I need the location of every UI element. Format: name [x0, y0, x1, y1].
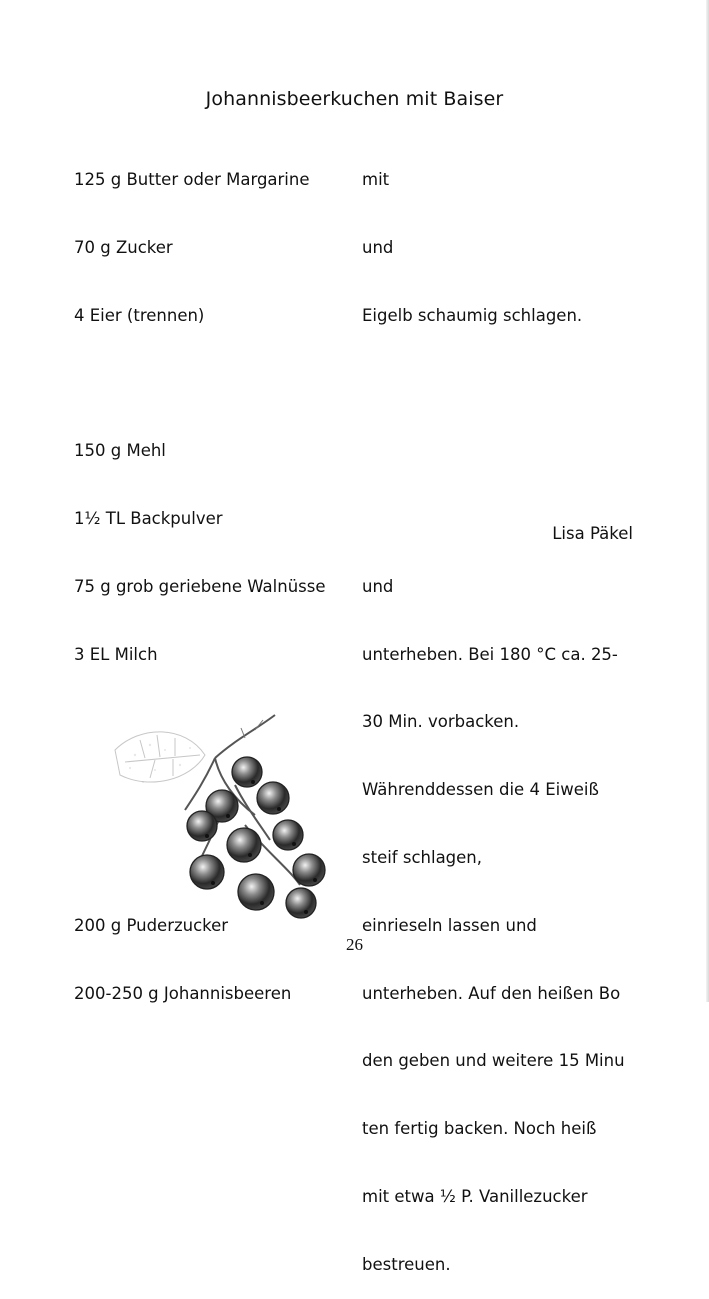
redcurrant-cluster-icon [95, 710, 345, 925]
instruction-line: den geben und weitere 15 Minu [362, 1051, 625, 1071]
ingredient-line: 150 g Mehl [74, 441, 166, 461]
instruction-line: bestreuen. [362, 1254, 451, 1274]
instruction-line: mit [362, 170, 390, 190]
ingredient-line: 75 g grob geriebene Walnüsse [74, 576, 326, 596]
instruction-line: einrieseln lassen und [362, 915, 537, 935]
instruction-line: Währenddessen die 4 Eiweiß [362, 780, 599, 800]
instruction-line: steif schlagen, [362, 848, 483, 867]
recipe-author: Lisa Päkel [552, 524, 633, 543]
instruction-line: unterheben. Bei 180 °C ca. 25- [362, 644, 618, 664]
instruction-line: unterheben. Auf den heißen Bo [362, 983, 621, 1003]
recipe-title: Johannisbeerkuchen mit Baiser [205, 87, 504, 110]
instruction-line: Eigelb schaumig schlagen. [362, 305, 583, 325]
ingredient-line: 200-250 g Johannisbeeren [74, 983, 292, 1003]
instruction-list [362, 124, 625, 1299]
page-number: 26 [346, 935, 363, 954]
ingredient-line: 200 g Puderzucker [74, 915, 229, 935]
ingredient-line: 1½ TL Backpulver [74, 509, 223, 529]
instruction-line: und [362, 237, 394, 257]
ingredient-line: 125 g Butter oder Margarine [74, 170, 310, 190]
instruction-line [362, 440, 625, 463]
instruction-line: ten fertig backen. Noch heiß [362, 1119, 597, 1139]
instruction-line: 30 Min. vorbacken. [362, 712, 520, 732]
ingredient-line: 3 EL Milch [74, 644, 158, 664]
ingredient-line [74, 373, 326, 396]
instruction-line [362, 373, 625, 396]
instruction-line: und [362, 576, 394, 596]
ingredient-line: 70 g Zucker [74, 237, 173, 257]
instruction-line: mit etwa ½ P. Vanillezucker [362, 1186, 588, 1206]
ingredient-line: 4 Eier (trennen) [74, 305, 205, 325]
